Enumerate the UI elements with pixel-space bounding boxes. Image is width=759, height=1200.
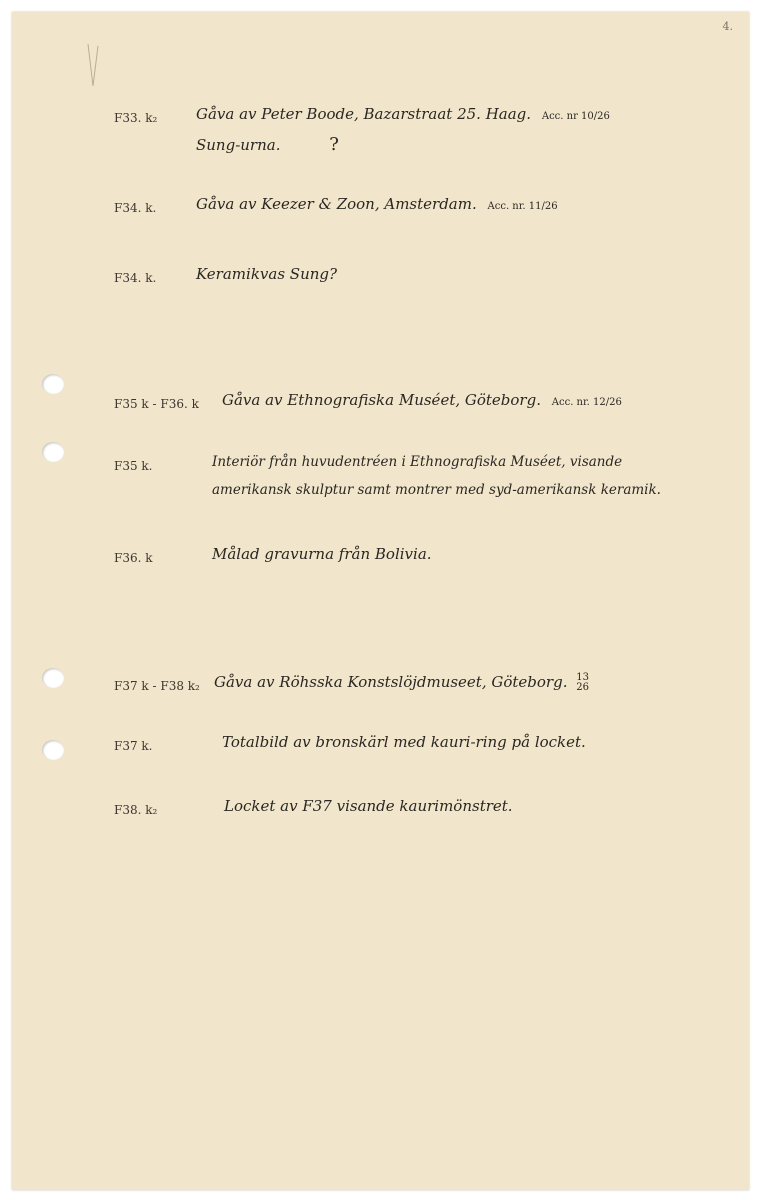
entry-text-block xyxy=(212,448,661,504)
entry-text: Gåva av Keezer & Zoon, Amsterdam. xyxy=(196,195,477,213)
entry-text: Interiör från huvudentréen i Ethnografiska Muséet, visande xyxy=(212,454,623,470)
accession-year: 26 xyxy=(576,682,589,693)
entry-text-block xyxy=(214,668,589,696)
entry-text-continued: amerikansk skulptur samt montrer med syd-amerikansk keramik. xyxy=(212,482,661,498)
catalog-code: F36. k xyxy=(114,551,153,565)
entry-text: Gåva av Röhsska Konstslöjdmuseet, Göteborg. xyxy=(214,673,568,691)
catalog-code: F37 k - F38 k₂ xyxy=(114,679,200,693)
catalog-code: F35 k. xyxy=(114,459,153,473)
binder-hole xyxy=(42,442,64,462)
binder-hole xyxy=(42,374,64,394)
question-mark: ? xyxy=(329,134,339,155)
page-number: 4. xyxy=(722,20,733,33)
catalog-code: F38. k₂ xyxy=(114,803,158,817)
catalog-code: F34. k. xyxy=(114,201,157,215)
binder-hole xyxy=(42,668,64,688)
catalog-code: F37 k. xyxy=(114,739,153,753)
document-page xyxy=(12,12,749,1190)
entry-text-block xyxy=(222,386,622,417)
entry-text-block xyxy=(196,190,558,221)
catalog-code: F34. k. xyxy=(114,271,157,285)
entry-text: Målad gravurna från Bolivia. xyxy=(212,545,432,563)
entry-text: Keramikvas Sung? xyxy=(196,265,338,283)
pencil-check-mark xyxy=(86,42,100,90)
entry-text: Totalbild av bronskärl med kauri-ring på locket. xyxy=(222,733,586,751)
catalog-code: F35 k - F36. k xyxy=(114,397,199,411)
entry-text-block xyxy=(196,100,610,159)
accession-note: Acc. nr 10/26 xyxy=(541,111,610,122)
accession-fraction xyxy=(576,673,589,693)
accession-number: 13 xyxy=(576,672,589,683)
entry-line xyxy=(196,131,610,159)
accession-note: Acc. nr. 12/26 xyxy=(551,397,622,408)
entry-text: Locket av F37 visande kaurimönstret. xyxy=(224,797,513,815)
binder-hole xyxy=(42,740,64,760)
catalog-code: F33. k₂ xyxy=(114,111,158,125)
entry-text: Gåva av Ethnografiska Muséet, Göteborg. xyxy=(222,391,541,409)
entry-text-continued: Sung-urna. xyxy=(196,136,281,154)
entry-line xyxy=(196,100,610,131)
accession-note: Acc. nr. 11/26 xyxy=(487,201,558,212)
entry-text: Gåva av Peter Boode, Bazarstraat 25. Haag. xyxy=(196,105,532,123)
